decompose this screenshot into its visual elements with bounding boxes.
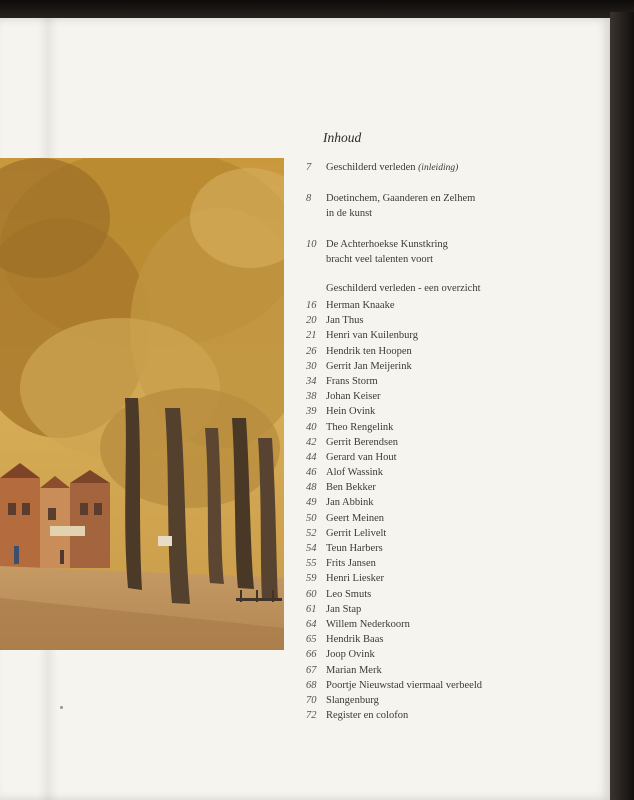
entry-name: Joop Ovink (326, 649, 375, 661)
toc-list-item (306, 404, 606, 419)
toc-list-item (306, 328, 606, 343)
page-number: 64 (306, 618, 317, 630)
page-number: 54 (306, 543, 317, 554)
entry-title-text: Geschilderd verleden (326, 162, 416, 173)
toc-list-item (306, 541, 606, 556)
page-number: 72 (306, 710, 317, 722)
toc-list-item (306, 313, 606, 328)
page-number: 34 (306, 375, 317, 387)
entry-title-line1: De Achterhoekse Kunstkring (326, 239, 448, 250)
entry-name: Frits Jansen (326, 558, 376, 570)
page-number: 40 (306, 421, 317, 433)
toc-list-item (306, 359, 606, 374)
entry-name: Poortje Nieuwstad viermaal verbeeld (326, 679, 482, 691)
entry-name: Jan Stap (326, 603, 362, 615)
toc-list-item (306, 435, 606, 450)
entry-name: Slangenburg (326, 694, 379, 706)
section-heading: Geschilderd verleden - een overzicht (326, 283, 481, 294)
entry-name: Gerrit Lelivelt (326, 527, 387, 539)
toc-list-item (306, 526, 606, 541)
page-number: 46 (306, 467, 317, 479)
toc-list-item (306, 420, 606, 435)
street-painting-image (0, 158, 284, 650)
toc-entry-introduction (306, 160, 596, 176)
entry-name: Leo Smuts (326, 588, 372, 600)
page-number: 38 (306, 391, 317, 403)
entry-name: Herman Knaake (326, 300, 395, 311)
page-number: 66 (306, 649, 317, 661)
page-number: 48 (306, 482, 317, 494)
toc-entry-kunstkring (306, 237, 596, 267)
entry-name: Gerrit Jan Meijerink (326, 360, 412, 372)
page-number: 60 (306, 588, 317, 600)
entry-name: Register en colofon (326, 710, 409, 722)
page-speck (60, 706, 63, 709)
entry-name: Gerrit Berendsen (326, 436, 399, 448)
entry-name: Alof Wassink (326, 467, 384, 479)
entry-title-line2: in de kunst (326, 208, 373, 219)
entry-name: Henri Liesker (326, 573, 385, 585)
entry-title (326, 237, 596, 267)
entry-name: Geert Meinen (326, 512, 385, 524)
toc-list-item (306, 663, 606, 678)
page-number: 44 (306, 451, 317, 463)
page-number: 42 (306, 436, 317, 448)
page-number: 16 (306, 300, 317, 311)
entry-title (326, 160, 596, 176)
entry-name: Ben Bekker (326, 482, 376, 494)
toc-list-item (306, 480, 606, 495)
entry-name: Jan Thus (326, 315, 364, 327)
page-number: 59 (306, 573, 317, 585)
artist-list (306, 298, 606, 723)
entry-name: Marian Merk (326, 664, 382, 676)
scanner-right-edge (610, 12, 634, 800)
page-number: 65 (306, 634, 317, 646)
page-number: 70 (306, 694, 317, 706)
page-number: 49 (306, 497, 317, 509)
entry-name: Hein Ovink (326, 406, 376, 418)
page-number: 52 (306, 527, 317, 539)
page-number: 21 (306, 330, 317, 342)
page-number: 30 (306, 360, 317, 372)
entry-name: Johan Keiser (326, 391, 381, 403)
entry-name: Theo Rengelink (326, 421, 394, 433)
page-number: 7 (306, 162, 312, 173)
toc-list-item (306, 617, 606, 632)
toc-list-item (306, 587, 606, 602)
toc-list-item (306, 495, 606, 510)
entry-name: Gerard van Hout (326, 451, 397, 463)
toc-list-item (306, 693, 606, 708)
page-number: 10 (306, 239, 317, 250)
toc-list-item (306, 511, 606, 526)
toc-list-item (306, 389, 606, 404)
page-number: 55 (306, 558, 317, 570)
entry-title-line2: bracht veel talenten voort (326, 254, 433, 265)
entry-name: Teun Harbers (326, 543, 383, 554)
page-number: 8 (306, 193, 312, 204)
toc-list-item (306, 678, 606, 693)
toc-list-item (306, 602, 606, 617)
page-number: 20 (306, 315, 317, 327)
entry-title-line1: Doetinchem, Gaanderen en Zelhem (326, 193, 476, 204)
toc-list-item (306, 450, 606, 465)
page-number: 26 (306, 345, 317, 357)
contents-title: Inhoud (323, 130, 362, 145)
toc-list-item (306, 571, 606, 586)
entry-name: Henri van Kuilenburg (326, 330, 418, 342)
entry-title (326, 191, 596, 221)
toc-list-item (306, 465, 606, 480)
toc-list-item (306, 556, 606, 571)
toc-list-item (306, 344, 606, 359)
page-number: 39 (306, 406, 317, 418)
entry-name: Jan Abbink (326, 497, 374, 509)
page-number: 67 (306, 664, 317, 676)
page-number: 61 (306, 603, 317, 615)
toc-list-item (306, 374, 606, 389)
toc-list-item (306, 708, 606, 723)
entry-subtitle: (inleiding) (418, 163, 459, 173)
entry-name: Hendrik Baas (326, 634, 384, 646)
entry-name: Hendrik ten Hoopen (326, 345, 412, 357)
page-number: 68 (306, 679, 317, 691)
toc-list-item (306, 647, 606, 662)
toc-list-item (306, 298, 606, 313)
entry-name: Frans Storm (326, 375, 378, 387)
toc-list-item (306, 632, 606, 647)
page-number: 50 (306, 512, 317, 524)
toc-entry-doetinchem (306, 191, 596, 221)
entry-name: Willem Nederkoorn (326, 618, 410, 630)
